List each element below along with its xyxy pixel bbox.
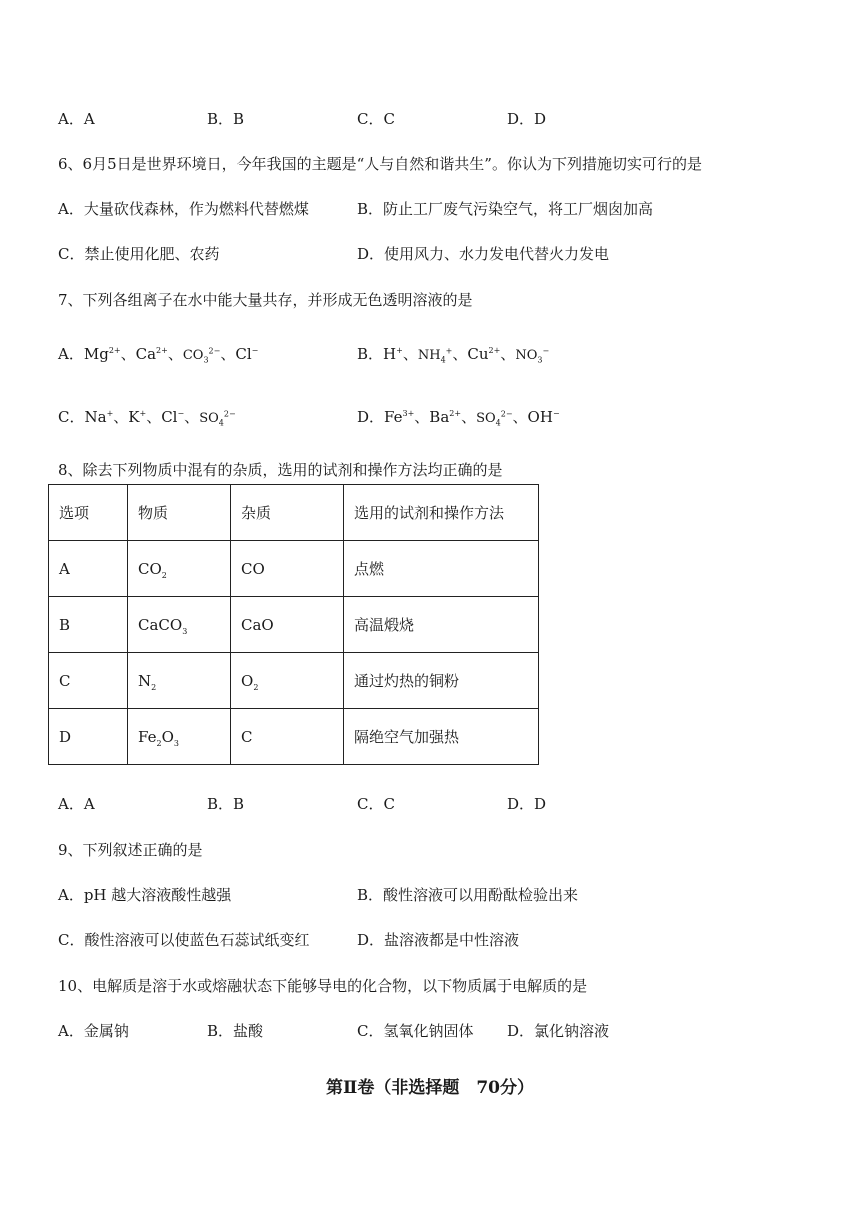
cell-method: 高温煅烧 (344, 597, 539, 653)
cell-substance: $Fe_2O_3$ (128, 709, 231, 765)
cell-method: 隔绝空气加强热 (344, 709, 539, 765)
q7-option-b: B．H+、$NH_4^+$、$Cu^{2+}$、$NO_3^-$ (357, 345, 550, 365)
cell-method: 通过灼热的铜粉 (344, 653, 539, 709)
header-method: 选用的试剂和操作方法 (344, 485, 539, 541)
table-row (49, 709, 539, 765)
cell-option: C (49, 653, 128, 709)
q8-stem: 8、除去下列物质中混有的杂质，选用的试剂和操作方法均正确的是 (58, 461, 503, 479)
cell-impurity: CaO (231, 597, 344, 653)
q10-option-a: A．金属钠 (58, 1022, 129, 1040)
cell-substance: $CO_2$ (128, 541, 231, 597)
q5-option-c: C．C (357, 110, 395, 128)
q5-option-a: A．A (58, 110, 95, 128)
table-row (49, 653, 539, 709)
q9-option-a: A．pH 越大溶液酸性越强 (58, 886, 232, 904)
cell-method: 点燃 (344, 541, 539, 597)
q10-stem: 10、电解质是溶于水或熔融状态下能够导电的化合物，以下物质属于电解质的是 (58, 977, 588, 995)
q6-option-a: A．大量砍伐森林，作为燃料代替燃煤 (58, 200, 309, 218)
q7-stem: 7、下列各组离子在水中能大量共存，并形成无色透明溶液的是 (58, 291, 473, 309)
header-substance: 物质 (128, 485, 231, 541)
q9-option-c: C．酸性溶液可以使蓝色石蕊试纸变红 (58, 931, 310, 949)
cell-substance: CaCO$_3$ (128, 597, 231, 653)
q8-option-c: C．C (357, 795, 395, 813)
cell-impurity: $O_2$ (231, 653, 344, 709)
q10-option-c: C．氢氧化钠固体 (357, 1022, 474, 1040)
header-option: 选项 (49, 485, 128, 541)
cell-option: D (49, 709, 128, 765)
q5-option-b: B．B (207, 110, 245, 128)
cell-impurity: CO (231, 541, 344, 597)
table-header-row (49, 485, 539, 541)
section-heading: 第Ⅱ卷（非选择题 70分） (326, 1078, 534, 1098)
table-row (49, 541, 539, 597)
q7-option-d: D．$Fe^{3+}$、$Ba^{2+}$、$SO_4^{2-}$、OH− (357, 408, 560, 428)
q6-option-c: C．禁止使用化肥、农药 (58, 245, 220, 263)
q10-option-d: D．氯化钠溶液 (507, 1022, 610, 1040)
cell-impurity: C (231, 709, 344, 765)
q5-option-d: D．D (507, 110, 547, 128)
q7-option-c: C．Na+、K+、Cl−、$SO_4^{2-}$ (58, 408, 236, 428)
cell-option: A (49, 541, 128, 597)
q8-option-d: D．D (507, 795, 547, 813)
q6-option-b: B．防止工厂废气污染空气，将工厂烟囱加高 (357, 200, 654, 218)
header-impurity: 杂质 (231, 485, 344, 541)
q6-stem: 6、6月5日是世界环境日，今年我国的主题是“人与自然和谐共生”。你认为下列措施切实可行的是 (58, 155, 702, 173)
table-row (49, 597, 539, 653)
q9-stem: 9、下列叙述正确的是 (58, 841, 203, 859)
q10-option-b: B．盐酸 (207, 1022, 264, 1040)
cell-option: B (49, 597, 128, 653)
q8-table (48, 484, 539, 765)
q9-option-d: D．盐溶液都是中性溶液 (357, 931, 520, 949)
q9-option-b: B．酸性溶液可以用酚酞检验出来 (357, 886, 579, 904)
q8-option-b: B．B (207, 795, 245, 813)
q7-option-a: A．$Mg^{2+}$、$Ca^{2+}$、$CO_3^{2-}$、Cl− (58, 345, 259, 365)
q6-option-d: D．使用风力、水力发电代替火力发电 (357, 245, 610, 263)
q8-option-a: A．A (58, 795, 95, 813)
cell-substance: $N_2$ (128, 653, 231, 709)
